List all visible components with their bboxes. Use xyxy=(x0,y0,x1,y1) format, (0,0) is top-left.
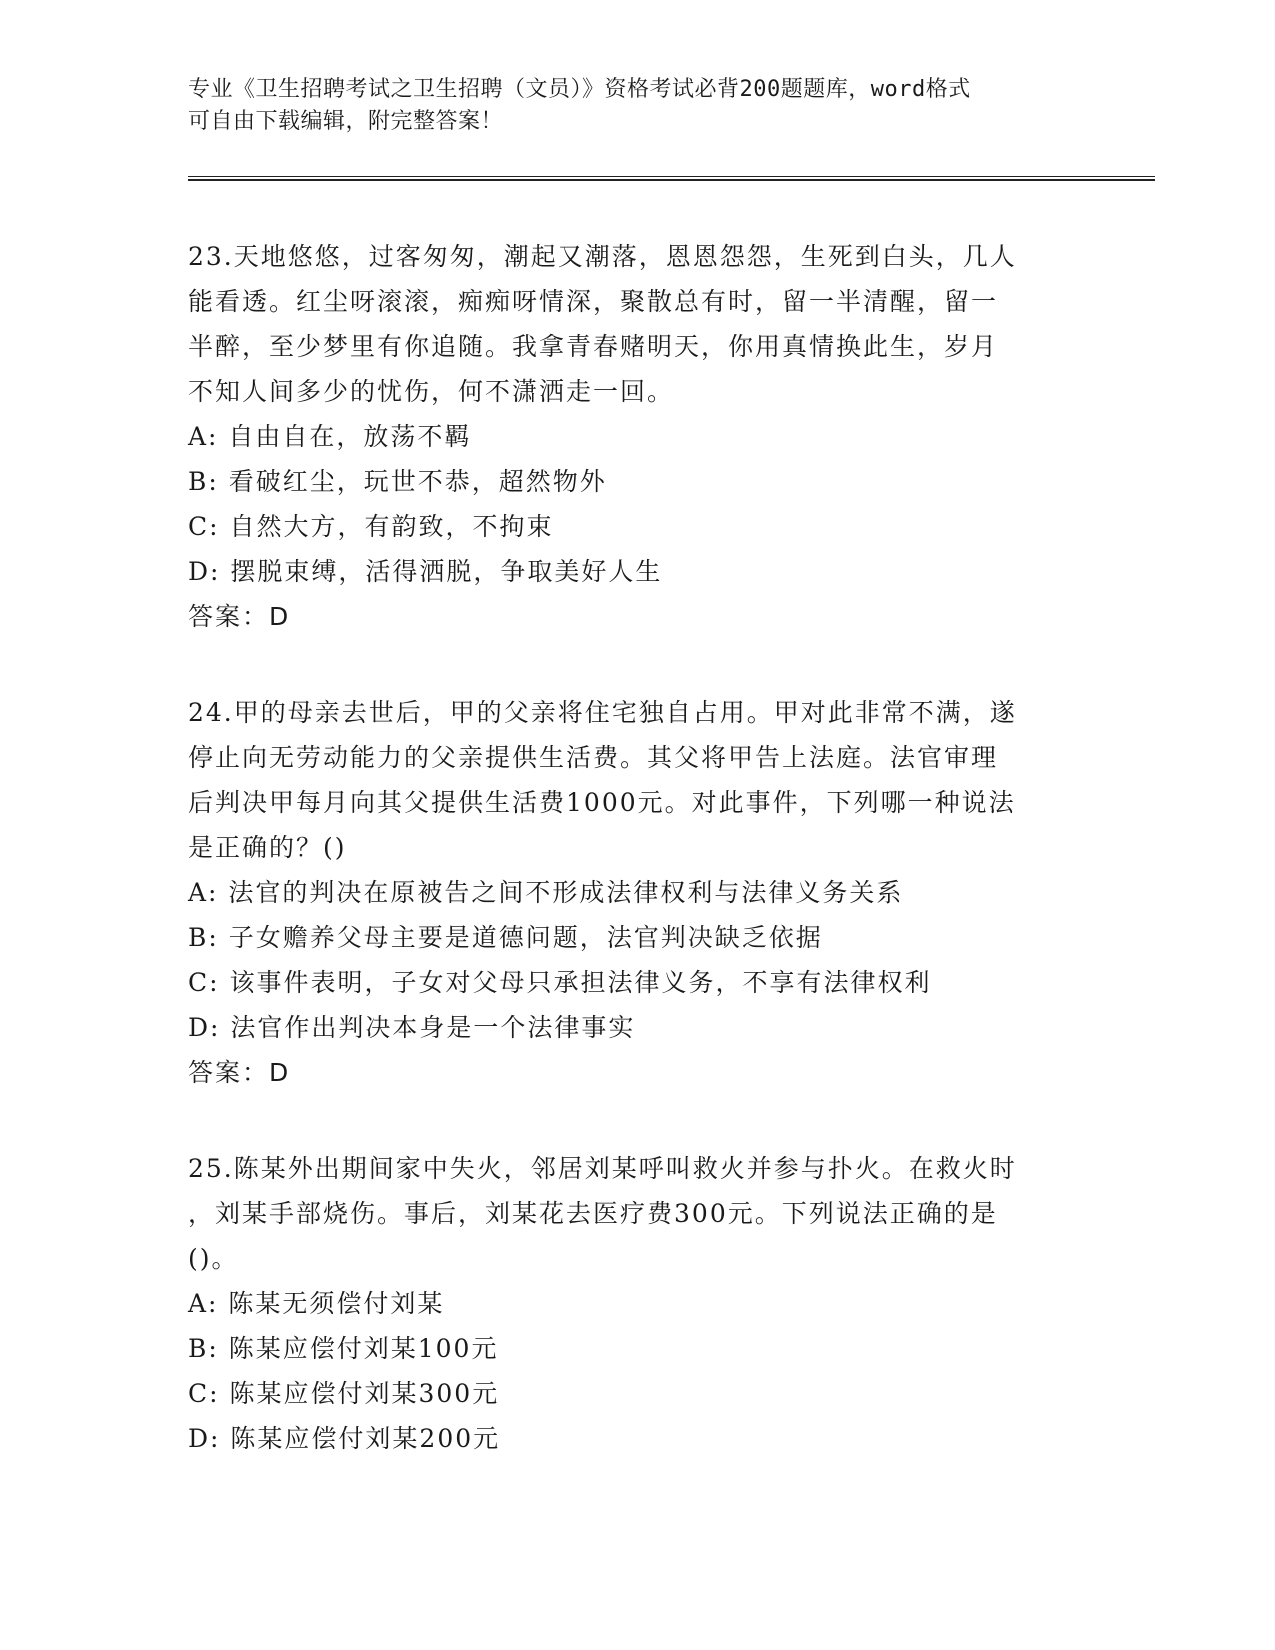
option-d: D: 陈某应偿付刘某200元 xyxy=(188,1424,501,1453)
option-b: B: 陈某应偿付刘某100元 xyxy=(188,1334,499,1363)
header-divider xyxy=(188,176,1155,181)
header-line-1: 专业《卫生招聘考试之卫生招聘（文员）》资格考试必背200题题库，word格式 xyxy=(188,77,971,102)
question-stem-line: 不知人间多少的忧伤，何不潇洒走一回。 xyxy=(188,377,675,406)
question-stem-line: 25.陈某外出期间家中失火，邻居刘某呼叫救火并参与扑火。在救火时 xyxy=(188,1154,1017,1183)
option-a: A: 自由自在，放荡不羁 xyxy=(188,422,472,451)
option-a: A: 陈某无须偿付刘某 xyxy=(188,1289,445,1318)
question-stem-line: 停止向无劳动能力的父亲提供生活费。其父将甲告上法庭。法官审理 xyxy=(188,743,999,772)
question-stem-line: 是正确的？() xyxy=(188,833,347,862)
option-d: D: 法官作出判决本身是一个法律事实 xyxy=(188,1013,636,1042)
question-24 xyxy=(188,690,1088,1095)
option-c: C: 陈某应偿付刘某300元 xyxy=(188,1379,500,1408)
question-23 xyxy=(188,234,1088,639)
question-stem-line: ，刘某手部烧伤。事后，刘某花去医疗费300元。下列说法正确的是 xyxy=(188,1199,998,1228)
header-line-2: 可自由下载编辑，附完整答案！ xyxy=(188,109,504,134)
document-header xyxy=(188,74,1088,138)
option-c: C: 自然大方，有韵致，不拘束 xyxy=(188,512,554,541)
option-a: A: 法官的判决在原被告之间不形成法律权利与法律义务关系 xyxy=(188,878,904,907)
option-b: B: 看破红尘，玩世不恭，超然物外 xyxy=(188,467,607,496)
option-c: C: 该事件表明，子女对父母只承担法律义务，不享有法律权利 xyxy=(188,968,932,997)
question-stem-line: 后判决甲每月向其父提供生活费1000元。对此事件，下列哪一种说法 xyxy=(188,788,1016,817)
question-stem-line: 24.甲的母亲去世后，甲的父亲将住宅独自占用。甲对此非常不满，遂 xyxy=(188,698,1017,727)
answer-label: 答案：D xyxy=(188,1058,291,1087)
question-stem-line: 能看透。红尘呀滚滚，痴痴呀情深，聚散总有时，留一半清醒，留一 xyxy=(188,287,999,316)
answer-label: 答案：D xyxy=(188,602,291,631)
question-stem-line: ()。 xyxy=(188,1244,239,1273)
question-25 xyxy=(188,1146,1088,1461)
question-stem-line: 23.天地悠悠，过客匆匆，潮起又潮落，恩恩怨怨，生死到白头，几人 xyxy=(188,242,1017,271)
option-d: D: 摆脱束缚，活得洒脱，争取美好人生 xyxy=(188,557,663,586)
option-b: B: 子女赡养父母主要是道德问题，法官判决缺乏依据 xyxy=(188,923,823,952)
question-stem-line: 半醉，至少梦里有你追随。我拿青春赌明天，你用真情换此生，岁月 xyxy=(188,332,999,361)
